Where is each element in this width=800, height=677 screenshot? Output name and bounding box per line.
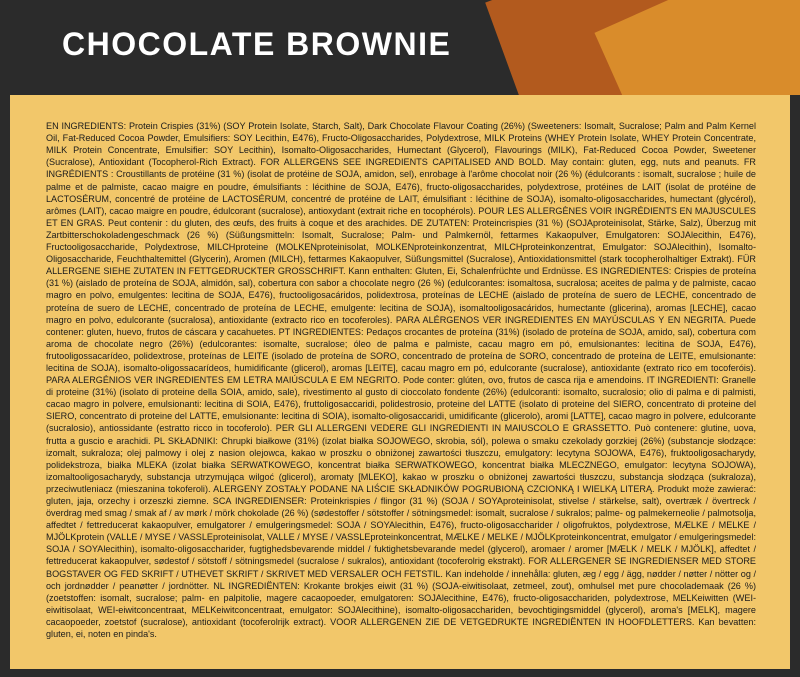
gold-divider — [0, 95, 800, 111]
ingredients-text: EN INGREDIENTS: Protein Crispies (31%) (SOY Protein Isolate, Starch, Salt), Dark Chocolate Flavour Coating (26%) (Sweeteners: Isomalt, Sucralose; Palm and Palm Kernel Oil, Fat-Reduced Cocoa Powder, Emulsifiers: SOY Lecithin, E476), Fructo-Oligosaccharides, Polydextrose, MILK Proteins (WHEY Protein Isolate, WHEY Protein Concentrate, MILK Protein Concentrate, Emulsifier: SOY Lecithin), Isomalto-Oligosaccharides, Humectant (Glycerol), Flavourings (MILK), Fat-Reduced Cocoa Powder, Sweetener (Sucralose), Antioxidant (Tocopherol-Rich Extract). FOR ALLERGENS SEE INGREDIENTS CAPITALISED AND BOLD. May contain: gluten, egg, nuts and peanuts. FR INGRÉDIENTS : Croustillants de protéine (31 %) (isolat de protéine de SOJA, amidon, sel), enrobage à l'arôme chocolat noir (26 %) (édulcorants : isomalt, sucralose ; huile de palme et de palmiste, cacao maigre en poudre, émulsifiants : lécithine de SOJA, E476), fructo-oligosaccharides, polydextrose, protéines de LAIT (isolat de protéine de LACTOSÉRUM, concentré de protéine de LACTOSÉRUM, concentré de protéine de LAIT, émulsifiant : lécithine de SOJA), isomalto-oligosaccharides, humectant (glycérol), arômes (LAIT), cacao maigre en poudre, édulcorant (sucralose), antioxydant (extrait riche en tocophérols). POUR LES ALLERGÈNES VOIR INGRÉDIENTS EN MAJUSCULES ET EN GRAS. Peut contenir : du gluten, des œufs, des fruits à coque et des arachides. DE ZUTATEN: Proteincrispies (31 %) (SOJAproteinisolat, Stärke, Salz), Überzug mit Zartbitterschokoladengeschmack (26 %) (Süßungsmitteln: Isomalt, Sucralose; Palm- und Palmkernöl, fettarmes Kakaopulver, Emulgatoren: SOJAlecithin, E476), Fructooligosaccharide, Polydextrose, MILCHproteine (MOLKENproteinisolat, MOLKENproteinkonzentrat, MILCHproteinkonzentrat, Emulgator: SOJAlecithin), Isomalto-Oligosaccharide, Feuchthaltemittel (Glycerin), Aromen (MILCH), fettarmes Kakaopulver, Süßungsmittel (Sucralose), Antioxidationsmittel (stark tocopherolhaltiger Extrakt). FÜR ALLERGENE SIEHE ZUTATEN IN FETTGEDRUCKTER GROSSCHRIFT. Kann enthalten: Gluten, Ei, Schalenfrüchte und Erdnüsse. ES INGREDIENTES: Crispies de proteína (31 %) (aislado de proteína de SOJA, almidón, sal), cobertura con sabor a chocolate negro (26 %) (edulcorantes: isomaltosa, sucralosa; aceites de palma y de palmiste, cacao magro en polvo, emulgentes: lecitina de SOJA, E476), fructooligosacáridos, polidextrosa, proteínas de LECHE (aislado de proteína de suero de LECHE, concentrado de proteína de suero de LECHE, concentrado de proteína de LECHE, emulgente: lecitina de SOJA), isomaltooligosacáridos, humectante (glicerina), aromas [LECHE], cacao magro en polvo, edulcorante (sucralosa), antioxidante (extracto rico en tocoferoles). PARA ALÉRGENOS VER INGREDIENTES EN MAYÚSCULAS Y EN NEGRITA. Puede contener: gluten, huevo, frutos de cáscara y cacahuetes. PT INGREDIENTES: Pedaços crocantes de proteína (31%) (isolado de proteína de SOJA, amido, sal), cobertura com aroma de chocolate negro (26%) (edulcorantes: isomalte, sucralose; óleo de palma e palmiste, cacau magro em pó, emulsionantes: lecitina de SOJA, E476), frutooligossacarídeo, polidextrose, proteínas de LEITE (isolado de proteína de SORO, concentrado de proteína de SORO, concentrado de proteína de LEITE, emulsionante: lecitina de SOJA), isomalto-oligossacarídeos, humidificante (glicerol), aromas [LEITE], cacau magro em pó, edulcorante (sucralose), antioxidante (extrato rico em tocoferóis). PARA ALERGÉNIOS VER INGREDIENTES EM LETRA MAIÚSCULA E EM NEGRITO. Pode conter: glúten, ovo, frutos de casca rija e amendoins. IT INGREDIENTI: Granelle di proteine (31%) (isolato di proteine della SOIA, amido, sale), rivestimento al gusto di cioccolato fondente (26%) (edulcoranti: isomalto, sucralosio; olio di palma e di palmisti, cacao magro in polvere, emulsionanti: lecitina di SOIA, E476), fruttoligosaccaridi, polidestrosio, proteine del LATTE (isolato di proteine del SIERO, concentrato di proteine del SIERO, concentrato di proteine del LATTE, emulsionante: lecitina di SOIA), isomalto-oligosaccaridi, umidificante (glicerolo), aromi [LATTE], cacao magro in polvere, edulcorante (sucralosio), antiossidante (estratto ricco in tocoferolo). PER GLI ALLERGENI VEDERE GLI INGREDIENTI IN MAIUSCOLO E GRASSETTO. Può contenere: glutine, uova, frutta a guscio e arachidi. PL SKŁADNIKI: Chrupki białkowe (31%) (izolat białka SOJOWEGO, skrobia, sól), polewa o smaku czekolady gorzkiej (26%) (substancje słodzące: izomalt, sukraloza; olej palmowy i olej z nasion olejowca, kakao w proszku o obniżonej zawartości tłuszczu, emulgatory: lecytyna SOJOWA, E476), fruktooligosacharydy, polidekstroza, białka MLEKA (izolat białka SERWATKOWEGO, koncentrat białka SERWATKOWEGO, koncentrat białka MLECZNEGO, emulgator: lecytyna SOJOWA), izomaltooligosacharydy, substancja utrzymująca wilgoć (glicerol), aromaty [MLEKO], kakao w proszku o obniżonej zawartości tłuszczu, substancja słodząca (sukraloza), przeciwutleniacz (mieszanina tokoferoli). ALERGENY ZOSTAŁY PODANE NA LIŚCIE SKŁADNIKÓW POGRUBIONĄ CZCIONKĄ I WIELKĄ LITERĄ. Produkt może zawierać: gluten, jaja, orzechy i orzeszki ziemne. SCA INGREDIENSER: Proteinkrispies / flingor (31 %) (SOJA / SOYAproteinisolat, stivelse / stärkelse, salt), overtræk / övertreck / överdrag med smag / smak af / av mørk / mörk chokolade (26 %) (sødestoffer / sötstoffer / sötningsmedel: isomalt, sucralose / sukralos; palme- og palmekerneolie / palmotsolja, affedtet / fettreducerat kakaopulver, emulgatorer / emulgeringsmedel: SOJA / SOYAlecithin, E476), fructo-oligosaccharider / oligofruktos, polydextrose, MÆLKE / MELKE / MJÖLKprotein (VALLE / MYSE / VASSLEproteinisolat, VALLE / MYSE / VASSLEproteinkoncentrat, MÆLKE / MELKE / MJÖLKproteinkoncentrat, emulgator / emulgeringsmedel: SOJA / SOYAlecithin), isomalto-oligosaccharider, fugtighedsbevarende middel / fuktighetsbevarande medel (glycerol), aromaer / aromer [MÆLK / MELK / MJÖLK], affedtet / fettreducerat kakaopulver, sødestof / sötstoff / sötningsmedel (sucralose / sukralos), antioxidant (tocoferolrig ekstrakt). FOR ALLERGENER SE INGREDIENSER MED STORE BOGSTAVER OG FED SKRIFT / UTHEVET SKRIFT / SKRIVET MED VERSALER OCH FETSTIL. Kan indeholde / innehålla: gluten, æg / egg / ägg, nødder / nøtter / nötter og / och jordnødder / peanøtter / jordnötter. NL INGREDIËNTEN: Krokante brokjes eiwit (31 %) (SOJA-eiwitisolaat, zetmeel, zout), omhulsel met pure chocolademaak (26 %) (zoetstoffen: isomalt, sucralose; palm- en palpitolie, magere cacaopoeder, emulgatoren: SOJAlecithine, E476), fructo-oligosacchariden, polydextrose, MELKeiwitten (WEI-eiwitisolaat, WEI-eiwitconcentraat, MELKeiwitconcentraat, emulgator: SOJAlecithine), isomalto-oligosacchariden, bevochtigingsmiddel (glycerol), aroma's [MELK], magere cacaopoeder, zoetstof (sucralose), antioxidant (tocoferolrijk extract). VOOR ALLERGENEN ZIE DE VETGEDRUKTE INGREDIËNTEN IN HOOFDLETTERS. Kan bevatten: gluten, ei, noten en pinda's. — [46, 121, 756, 640]
page-title: CHOCOLATE BROWNIE — [62, 26, 452, 62]
footer-border — [0, 669, 800, 677]
right-border — [790, 95, 800, 677]
ingredients-section — [0, 120, 800, 640]
left-border — [0, 95, 10, 677]
title-banner — [0, 0, 800, 95]
